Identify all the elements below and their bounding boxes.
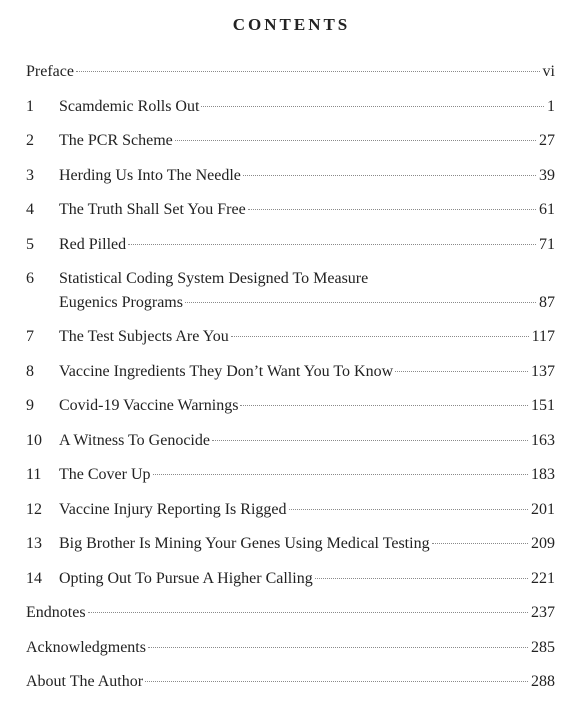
dot-leader: [175, 140, 536, 141]
toc-entry-label: Red Pilled: [59, 236, 127, 253]
chapter-number: 4: [26, 201, 34, 218]
chapter-number: 2: [26, 132, 34, 149]
toc-entry-label: A Witness To Genocide: [59, 432, 210, 449]
chapter-number: 10: [26, 432, 42, 449]
page-title: CONTENTS: [232, 15, 351, 34]
toc-entry-page: 163: [531, 432, 555, 449]
dot-leader: [289, 509, 529, 510]
chapter-number: 5: [26, 236, 34, 253]
toc-entry-chapter-1[interactable]: [26, 95, 555, 119]
toc-entry-chapter-13[interactable]: [26, 532, 555, 556]
toc-entry-page: 1: [547, 98, 555, 115]
chapter-number: 14: [26, 570, 42, 587]
toc-entry-page: 285: [531, 639, 555, 656]
toc-entry-page: 27: [539, 132, 555, 149]
dot-leader: [395, 371, 528, 372]
dot-leader: [248, 209, 536, 210]
dot-leader: [153, 474, 528, 475]
toc-entry-chapter-9[interactable]: [26, 394, 555, 418]
chapter-number: 1: [26, 98, 34, 115]
dot-leader: [315, 578, 528, 579]
dot-leader: [240, 405, 528, 406]
dot-leader: [148, 647, 528, 648]
toc-entry-label: Covid-19 Vaccine Warnings: [59, 397, 239, 414]
toc-entry-chapter-2[interactable]: [26, 129, 555, 153]
dot-leader: [76, 71, 540, 72]
toc-entry-label: The PCR Scheme: [59, 132, 173, 149]
dot-leader: [432, 543, 528, 544]
toc-entry-page: 71: [539, 236, 555, 253]
chapter-number: 8: [26, 363, 34, 380]
dot-leader: [128, 244, 536, 245]
toc-entry-page: 288: [531, 673, 555, 690]
toc-entry-page: 183: [531, 466, 555, 483]
toc-entry-page: 201: [531, 501, 555, 518]
toc-entry-label: About The Author: [26, 673, 144, 690]
toc-entry-page: 137: [531, 363, 555, 380]
toc-entry-label: The Truth Shall Set You Free: [59, 201, 246, 218]
toc-entry-preface[interactable]: [26, 60, 555, 84]
toc-entry-label: Vaccine Ingredients They Don’t Want You To Know: [59, 363, 394, 380]
toc-entry-page: 61: [539, 201, 555, 218]
dot-leader: [88, 612, 528, 613]
toc-entry-label-line1: Statistical Coding System Designed To Measure: [59, 270, 369, 287]
toc-entry-chapter-8[interactable]: [26, 360, 555, 384]
toc-entry-page: 39: [539, 167, 555, 184]
dot-leader: [231, 336, 529, 337]
dot-leader: [201, 106, 544, 107]
dot-leader: [212, 440, 528, 441]
toc-entry-chapter-6[interactable]: [26, 267, 555, 315]
toc-entry-chapter-4[interactable]: [26, 198, 555, 222]
chapter-number: 9: [26, 397, 34, 414]
toc-entry-label: Herding Us Into The Needle: [59, 167, 241, 184]
chapter-number: 3: [26, 167, 34, 184]
toc-entry-page: 151: [531, 397, 555, 414]
dot-leader: [145, 681, 528, 682]
chapter-number: 13: [26, 535, 42, 552]
chapter-number: 6: [26, 270, 34, 287]
dot-leader: [243, 175, 536, 176]
toc-entry-label-line2: Eugenics Programs: [59, 294, 183, 311]
toc-entry-page: 221: [531, 570, 555, 587]
toc-entry-label: Acknowledgments: [26, 639, 146, 656]
toc-entry-label: Vaccine Injury Reporting Is Rigged: [59, 501, 287, 518]
toc-entry-page: 117: [531, 328, 555, 345]
toc-entry-acknowledgments[interactable]: [26, 636, 555, 660]
toc-entry-label: Endnotes: [26, 604, 86, 621]
toc-entry-label: The Test Subjects Are You: [59, 328, 229, 345]
chapter-number: 11: [26, 466, 42, 483]
toc-entry-page: 237: [531, 604, 555, 621]
toc-entry-chapter-3[interactable]: [26, 164, 555, 188]
toc-entry-label: Big Brother Is Mining Your Genes Using Medical Testing: [59, 535, 430, 552]
chapter-number: 7: [26, 328, 34, 345]
toc-entry-chapter-5[interactable]: [26, 233, 555, 257]
toc-entry-page: 87: [539, 294, 555, 311]
dot-leader: [185, 302, 536, 303]
toc-entry-chapter-11[interactable]: [26, 463, 555, 487]
toc-entry-label: Scamdemic Rolls Out: [59, 98, 200, 115]
toc-entry-label: The Cover Up: [59, 466, 151, 483]
chapter-number: 12: [26, 501, 42, 518]
toc-entry-chapter-7[interactable]: [26, 325, 555, 349]
toc-entry-chapter-14[interactable]: [26, 567, 555, 591]
toc-entry-page: 209: [531, 535, 555, 552]
toc-entry-page: vi: [542, 63, 555, 80]
toc-entry-endnotes[interactable]: [26, 601, 555, 625]
toc-entry-label: Opting Out To Pursue A Higher Calling: [59, 570, 313, 587]
toc-entry-about-the-author[interactable]: [26, 670, 555, 694]
toc-entry-chapter-12[interactable]: [26, 498, 555, 522]
toc-entry-label: Preface: [26, 63, 74, 80]
toc-entry-chapter-10[interactable]: [26, 429, 555, 453]
